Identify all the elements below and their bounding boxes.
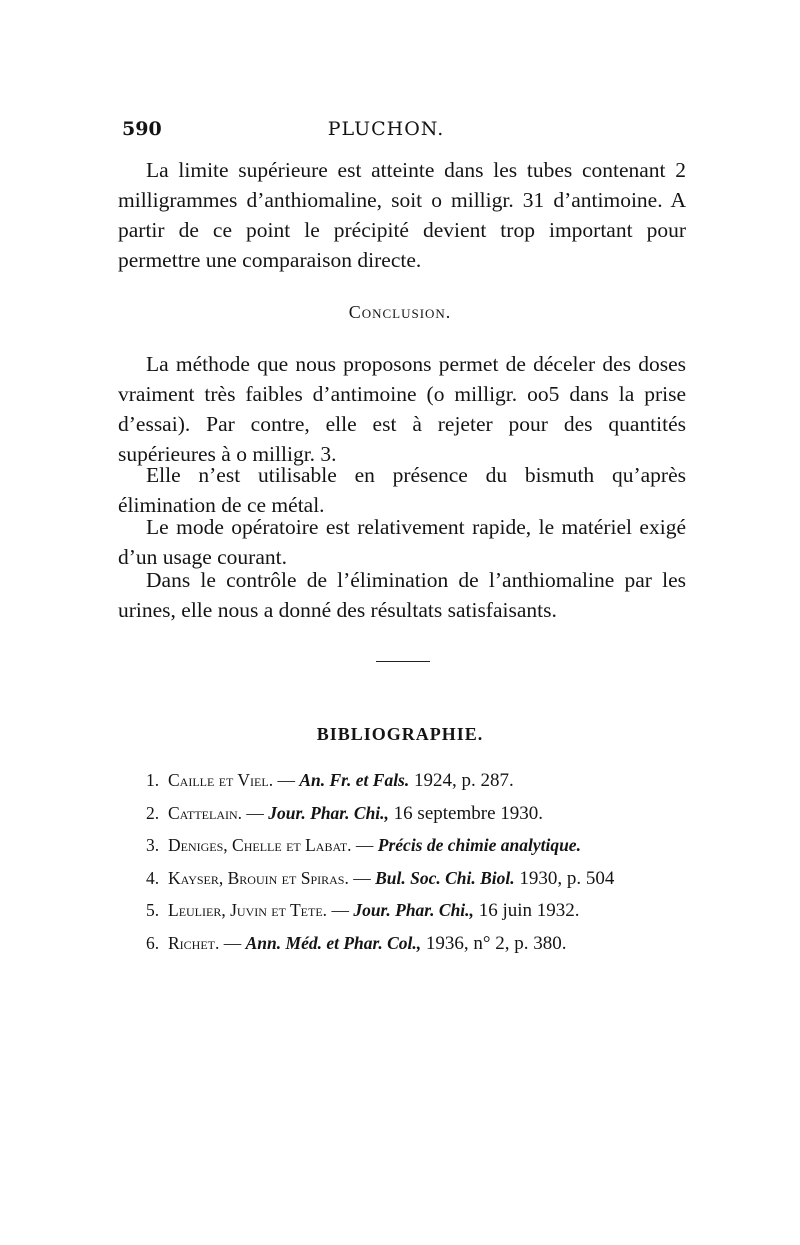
bibliography-list	[146, 764, 706, 959]
intro-paragraph: La limite supérieure est atteinte dans les tubes contenant 2 milligrammes d’anthiomaline, soit o milligr. 31 d’antimoine. A partir de ce point le précipité devient trop important pour permettre une comparaison directe.	[118, 158, 686, 272]
bibliography-heading: BIBLIOGRAPHIE.	[316, 724, 484, 744]
reference-authors: Deniges, Chelle et Labat.	[168, 835, 352, 855]
reference-authors: Kayser, Brouin et Spiras.	[168, 867, 349, 888]
reference-authors: Leulier, Juvin et Tete.	[168, 900, 328, 920]
bibliography-entry	[146, 764, 706, 797]
conclusion-paragraph-1: La méthode que nous proposons permet de déceler des doses vraiment très faibles d’antimoine (o milligr. oo5 dans la prise d’essai). Par contre, elle est à rejeter pour des quantités supérieures à o milligr. 3.	[118, 352, 686, 466]
reference-details: 1930, p. 504	[514, 867, 615, 889]
conclusion-paragraph-4: Dans le contrôle de l’élimination de l’anthiomaline par les urines, elle nous a donné des résultats satisfaisants.	[118, 568, 686, 622]
reference-journal: Précis de chimie analytique.	[377, 835, 581, 855]
bibliography-entry	[146, 797, 706, 830]
bibliography-entry	[146, 927, 706, 960]
reference-details: 1924, p. 287.	[409, 770, 514, 791]
reference-number: 6.	[146, 932, 160, 953]
reference-separator: —	[351, 835, 378, 855]
reference-authors: Richet.	[168, 932, 220, 953]
running-head: PLUCHON.	[327, 118, 445, 140]
conclusion-heading: Conclusion.	[348, 302, 452, 322]
bibliography-entry	[146, 829, 706, 862]
reference-journal: Bul. Soc. Chi. Biol.	[375, 867, 515, 888]
reference-separator: —	[242, 802, 269, 823]
reference-number: 3.	[146, 835, 160, 855]
reference-journal: Jour. Phar. Chi.,	[268, 802, 389, 823]
reference-journal: Jour. Phar. Chi.,	[353, 900, 474, 920]
reference-details: 16 juin 1932.	[473, 900, 580, 921]
reference-separator: —	[219, 932, 246, 953]
reference-number: 1.	[146, 770, 160, 790]
bibliography-entry	[146, 894, 706, 927]
page-header	[122, 118, 650, 148]
reference-separator: —	[327, 900, 354, 920]
conclusion-paragraph-3: Le mode opératoire est relativement rapide, le matériel exigé d’un usage courant.	[118, 515, 686, 569]
reference-number: 5.	[146, 900, 160, 920]
reference-number: 2.	[146, 802, 160, 823]
conclusion-paragraph-2: Elle n’est utilisable en présence du bismuth qu’après élimination de ce métal.	[118, 463, 686, 517]
reference-journal: An. Fr. et Fals.	[299, 770, 410, 790]
reference-separator: —	[273, 770, 300, 790]
section-divider	[376, 661, 430, 662]
reference-journal: Ann. Méd. et Phar. Col.,	[245, 932, 422, 953]
reference-details: 16 septembre 1930.	[388, 802, 543, 824]
reference-details: 1936, n° 2, p. 380.	[421, 932, 567, 954]
reference-authors: Cattelain.	[168, 802, 243, 823]
reference-authors: Caille et Viel.	[168, 770, 274, 790]
reference-number: 4.	[146, 867, 160, 888]
page-number: 590	[122, 118, 162, 140]
reference-separator: —	[348, 867, 376, 888]
bibliography-entry	[146, 862, 706, 895]
